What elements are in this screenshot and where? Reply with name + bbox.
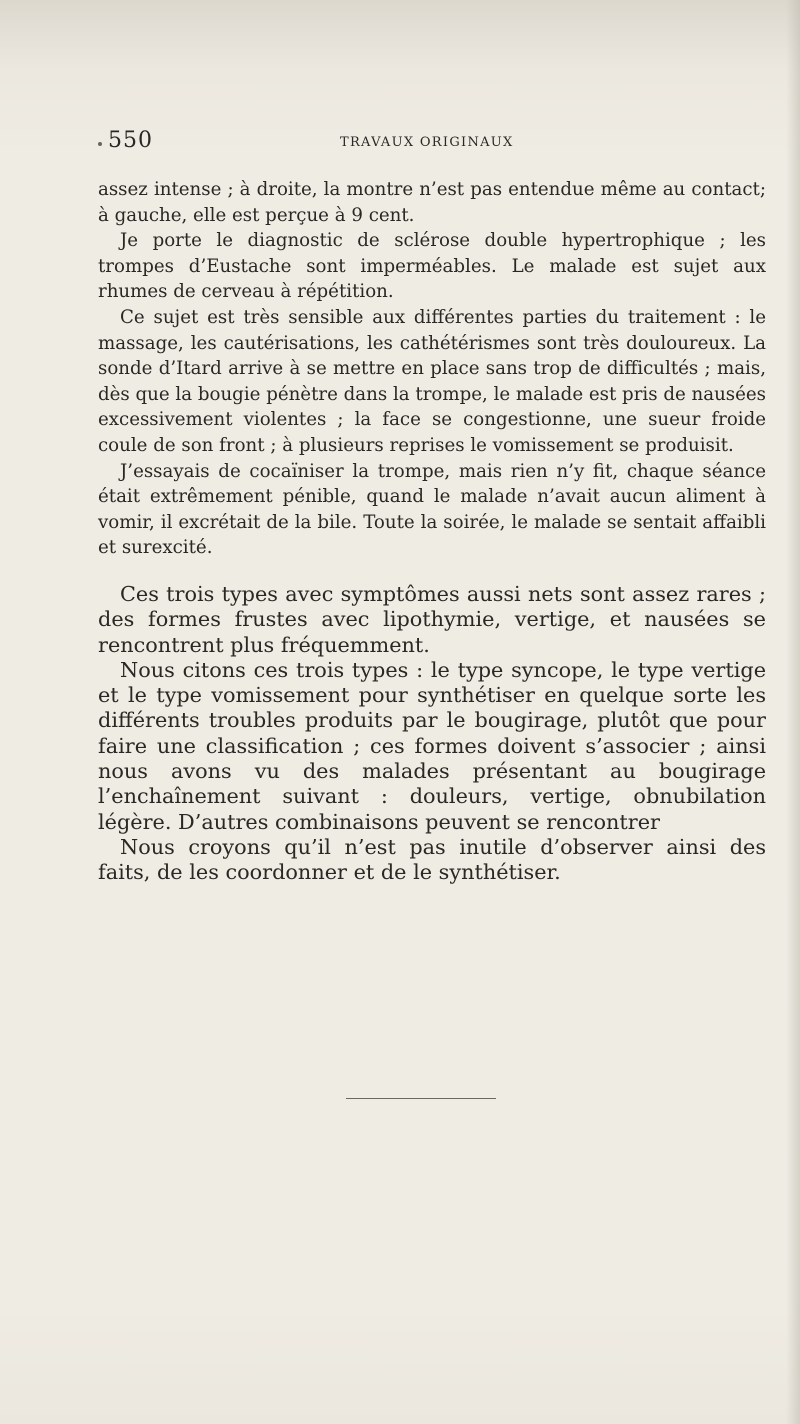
page-number: 550	[108, 128, 153, 153]
page-header	[108, 128, 768, 158]
paragraph: assez intense ; à droite, la montre n’est pas entendue même au contact; à gauche, elle est perçue à 9 cent.	[98, 179, 766, 226]
paragraph: J’essayais de cocaïniser la trompe, mais rien n’y fit, chaque séance était extrêmement pénible, quand le malade n’avait aucun aliment à vomir, il excrétait de la bile. Toute la soirée, le malade se sentait affaibli et surexcité.	[98, 460, 766, 559]
paragraph: Ce sujet est très sensible aux différentes parties du traitement : le massage, les cautérisations, les cathétérismes sont très douloureux. La sonde d’Itard arrive à se mettre en place sans trop de difficultés ; mais, dès que la bougie pénètre dans la trompe, le malade est pris de nausées excessivement violentes ; la face se congestionne, une sueur froide coule de son front ; à plusieurs reprises le vomissement se produisit.	[98, 306, 766, 456]
running-head: TRAVAUX ORIGINAUX	[340, 135, 514, 150]
paragraph: Je porte le diagnostic de sclérose double hypertrophique ; les trompes d’Eustache sont imperméables. Le malade est sujet aux rhumes de cerveau à répétition.	[98, 230, 766, 303]
conclusion-section	[98, 582, 766, 886]
page-edge-shadow	[786, 0, 800, 1424]
paragraph: Nous croyons qu’il n’est pas inutile d’observer ainsi des faits, de les coordonner et de le synthétiser.	[98, 834, 766, 885]
paragraph: Nous citons ces trois types : le type syncope, le type vertige et le type vomissement pour synthétiser en quelque sorte les différents troubles produits par le bougirage, plutôt que pour faire une classification ; ces formes doivent s’associer ; ainsi nous avons vu des malades présentant au bougirage l’enchaînement suivant : douleurs, vertige, obnubilation légère. D’autres combinaisons peuvent se rencontrer	[98, 657, 766, 834]
paragraph: Ces trois types avec symptômes aussi nets sont assez rares ; des formes frustes avec lipothymie, vertige, et nausées se rencontrent plus fréquemment.	[98, 582, 766, 657]
margin-dot	[98, 142, 102, 146]
case-report-section	[98, 177, 766, 561]
end-rule	[346, 1098, 496, 1099]
